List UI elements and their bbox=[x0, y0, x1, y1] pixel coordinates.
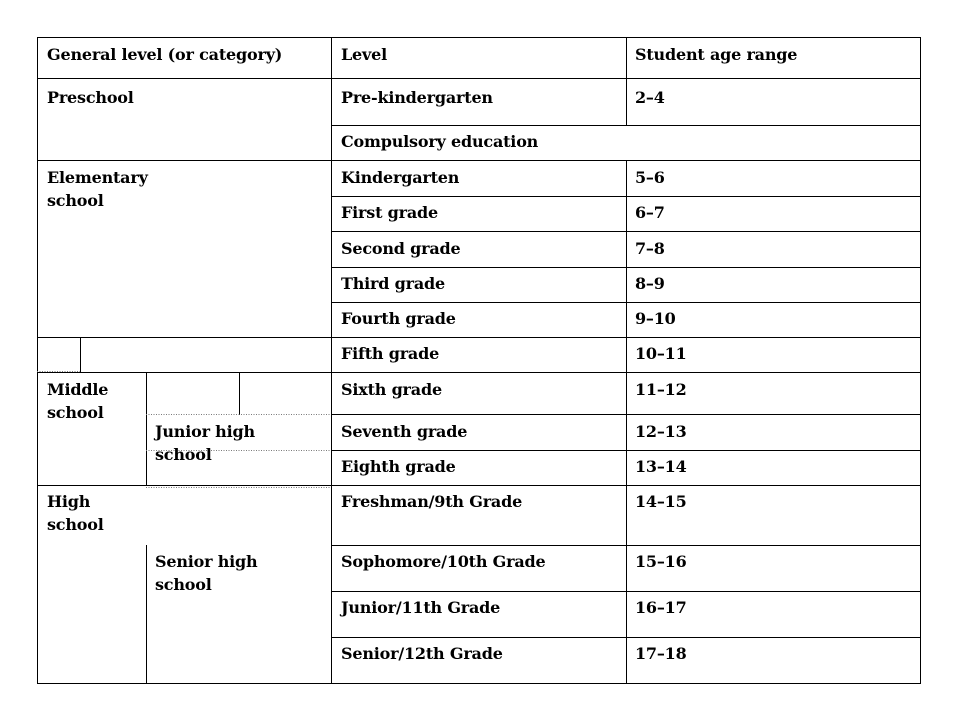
group-compulsory-education: Compulsory education bbox=[341, 132, 539, 151]
age-cell: 12–13 bbox=[635, 422, 687, 441]
level-cell: Fifth grade bbox=[341, 344, 440, 363]
age-cell: 10–11 bbox=[635, 344, 687, 363]
age-cell: 6–7 bbox=[635, 203, 665, 222]
group-middle-school: Middle school bbox=[47, 380, 109, 422]
level-cell: First grade bbox=[341, 203, 438, 222]
level-cell: Second grade bbox=[341, 239, 461, 258]
level-cell: Freshman/9th Grade bbox=[341, 492, 523, 511]
level-cell: Sixth grade bbox=[341, 380, 442, 399]
age-cell: 15–16 bbox=[635, 552, 687, 571]
age-cell: 8–9 bbox=[635, 274, 665, 293]
level-cell: Fourth grade bbox=[341, 309, 456, 328]
level-cell: Junior/11th Grade bbox=[341, 598, 501, 617]
header-level: Level bbox=[341, 45, 387, 64]
header-age-range: Student age range bbox=[635, 45, 798, 64]
level-cell: Pre-kindergarten bbox=[341, 88, 493, 107]
level-cell: Seventh grade bbox=[341, 422, 468, 441]
age-cell: 9–10 bbox=[635, 309, 676, 328]
age-cell: 17–18 bbox=[635, 644, 687, 663]
age-cell: 14–15 bbox=[635, 492, 687, 511]
group-senior-high-school: Senior high school bbox=[155, 552, 258, 594]
header-general-level: General level (or category) bbox=[47, 45, 283, 64]
group-junior-high-school: Junior high school bbox=[155, 422, 255, 464]
age-cell: 5–6 bbox=[635, 168, 665, 187]
group-elementary-school: Elementary school bbox=[47, 168, 148, 210]
age-cell: 7–8 bbox=[635, 239, 665, 258]
age-cell: 16–17 bbox=[635, 598, 687, 617]
group-high-school: High school bbox=[47, 492, 104, 534]
level-cell: Third grade bbox=[341, 274, 445, 293]
age-cell: 2–4 bbox=[635, 88, 665, 107]
level-cell: Kindergarten bbox=[341, 168, 460, 187]
level-cell: Sophomore/10th Grade bbox=[341, 552, 546, 571]
level-cell: Senior/12th Grade bbox=[341, 644, 503, 663]
group-preschool: Preschool bbox=[47, 88, 134, 107]
age-cell: 13–14 bbox=[635, 457, 687, 476]
age-cell: 11–12 bbox=[635, 380, 687, 399]
level-cell: Eighth grade bbox=[341, 457, 456, 476]
